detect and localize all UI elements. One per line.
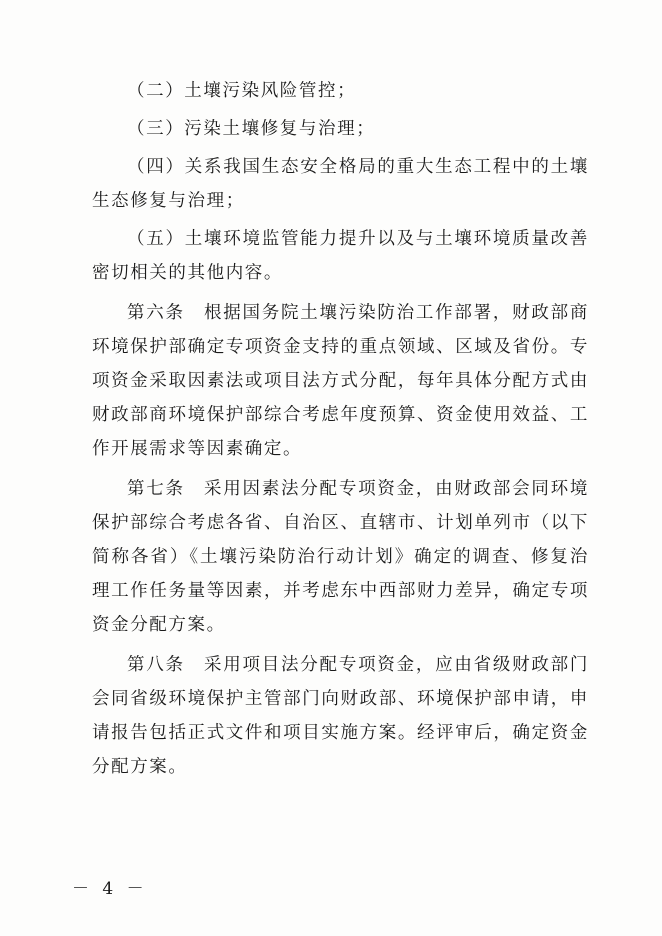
- document-body: [92, 74, 589, 788]
- article-7: 第七条 采用因素法分配专项资金，由财政部会同环境保护部综合考虑各省、自治区、直辖市、计划单列市（以下简称各省）《土壤污染防治行动计划》确定的调查、修复治理工作任务量等因素，并考虑东中西部财力差异，确定专项资金分配方案。: [92, 479, 589, 635]
- list-item-2: （二）土壤污染风险管控；: [127, 81, 357, 101]
- article-8: 第八条 采用项目法分配专项资金，应由省级财政部门会同省级环境保护主管部门向财政部、环境保护部申请，申请报告包括正式文件和项目实施方案。经评审后，确定资金分配方案。: [92, 655, 589, 777]
- list-item-5: （五）土壤环境监管能力提升以及与土壤环境质量改善密切相关的其他内容。: [92, 229, 589, 283]
- list-item-3: （三）污染土壤修复与治理；: [127, 119, 376, 139]
- list-item-4: （四）关系我国生态安全格局的重大生态工程中的土壤生态修复与治理；: [92, 157, 589, 211]
- article-6: 第六条 根据国务院土壤污染防治工作部署，财政部商环境保护部确定专项资金支持的重点领域、区域及省份。专项资金采取因素法或项目法方式分配，每年具体分配方式由财政部商环境保护部综合考虑年度预算、资金使用效益、工作开展需求等因素确定。: [92, 303, 589, 459]
- page-number: － 4 －: [72, 879, 148, 899]
